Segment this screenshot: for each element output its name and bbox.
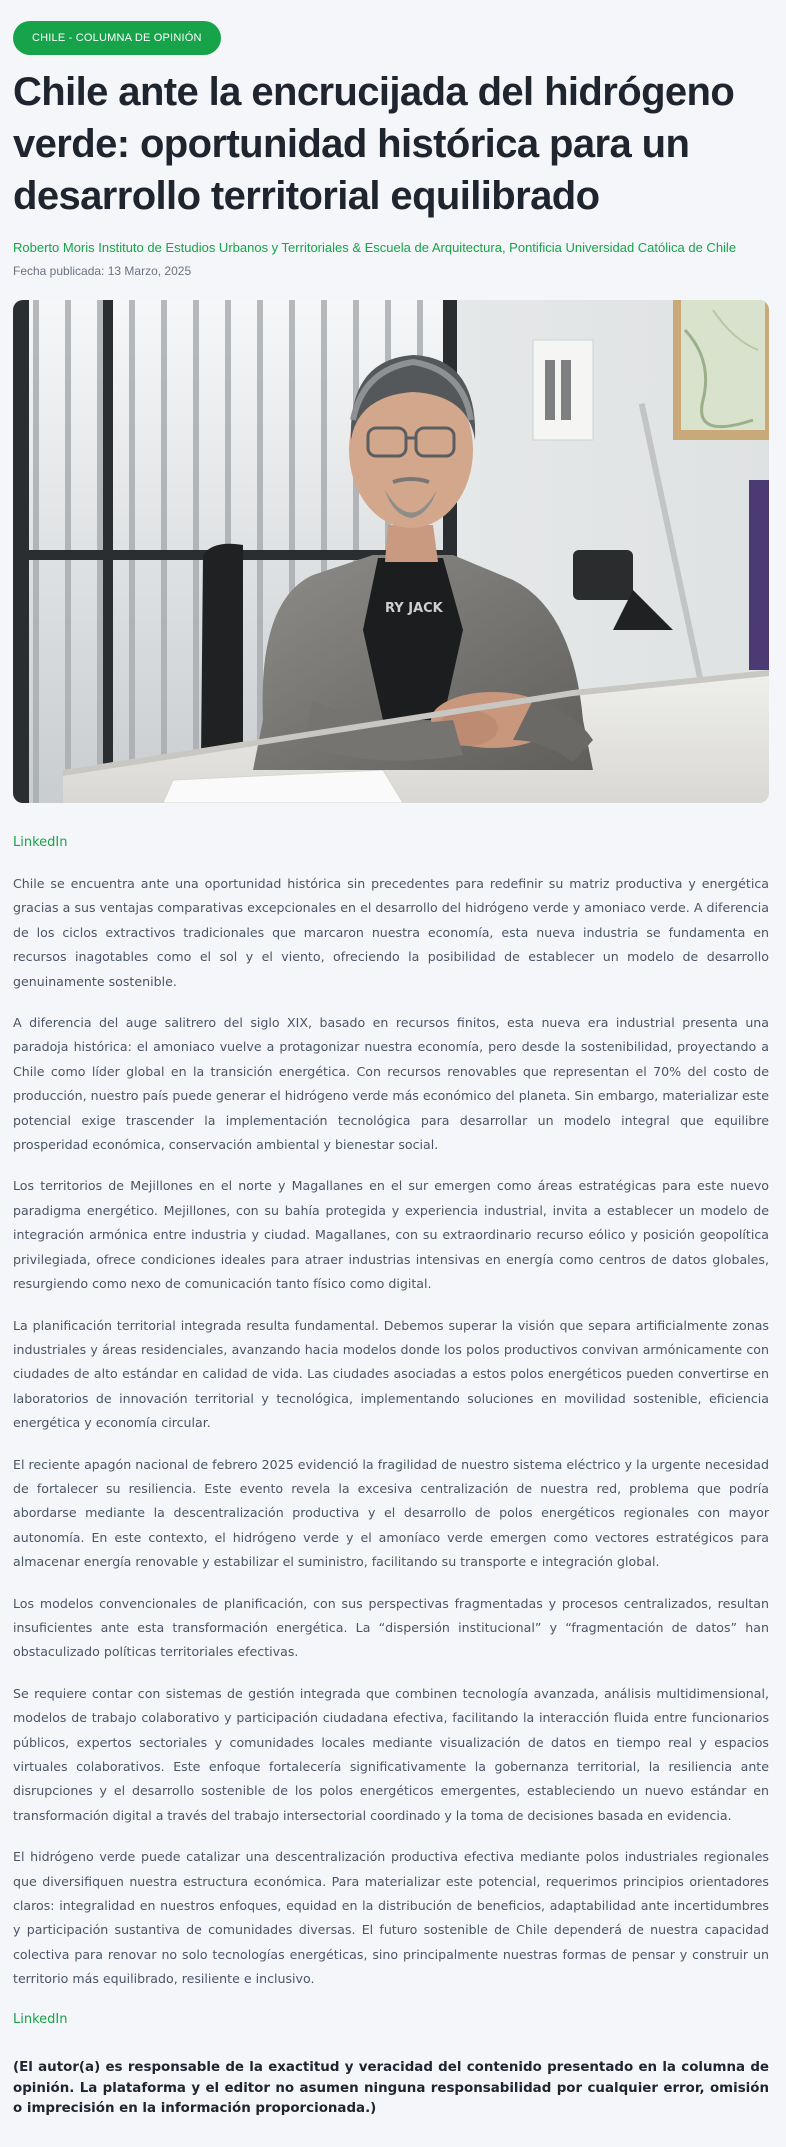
hero-image <box>13 300 769 803</box>
paragraph: El reciente apagón nacional de febrero 2025 evidenció la fragilidad de nuestro sistema eléctrico y la urgente necesidad de fortalecer su resiliencia. Este evento revela la excesiva centralización de nuestra red, problema que podría abordarse mediante la descentralización productiva y el desarrollo de polos energéticos regionales con mayor autonomía. En este contexto, el hidrógeno verde y el amoníaco verde emergen como vectores estratégicos para almacenar energía renovable y estabilizar el suministro, facilitando su transporte e integración global. <box>13 1456 769 1570</box>
author-portrait-photo <box>13 300 769 803</box>
category-badge[interactable]: CHILE - COLUMNA DE OPINIÓN <box>13 21 221 55</box>
paragraph: El hidrógeno verde puede catalizar una descentralización productiva efectiva mediante polos industriales regionales que diversifiquen nuestra estructura económica. Para materializar este potencial, requerimos principios orientadores claros: integralidad en nuestros enfoques, equidad en la distribución de beneficios, adaptabilidad ante incertidumbres y participación sustantiva de comunidades diversas. El futuro sostenible de Chile dependerá de nuestra capacidad colectiva para renovar no solo tecnologías energéticas, sino principalmente nuestras formas de pensar y construir un territorio más equilibrado, resiliente e inclusivo. <box>13 1849 769 1987</box>
article-title: Chile ante la encrucijada del hidrógeno verde: oportunidad histórica para un desarrollo territorial equilibrado <box>13 70 735 218</box>
paragraph: A diferencia del auge salitrero del siglo XIX, basado en recursos finitos, esta nueva era industrial presenta una paradoja histórica: el amoniaco vuelve a protagonizar nuestra economía, pero desde la sostenibilidad, proyectando a Chile como líder global en la transición energética. Con recursos renovables que representan el 70% del costo de producción, nuestro país puede generar el hidrógeno verde más económico del planeta. Sin embargo, materializar este potencial exige trascender la implementación tecnológica para desarrollar un modelo integral que equilibre prosperidad económica, conservación ambiental y bienestar social. <box>13 1015 769 1153</box>
linkedin-link[interactable]: LinkedIn <box>13 835 68 850</box>
author-line: Roberto Moris Instituto de Estudios Urbanos y Territoriales & Escuela de Arquitectura, Pontificia Universidad Católica de Chile <box>13 240 737 255</box>
paragraph: Los territorios de Mejillones en el norte y Magallanes en el sur emergen como áreas estratégicas para este nuevo paradigma energético. Mejillones, con su bahía protegida y experiencia industrial, invita a establecer un modelo de integración armónica entre industria y ciudad. Magallanes, con su extraordinario recurso eólico y posición geopolítica privilegiada, ofrece condiciones ideales para atraer industrias intensivas en energía como centros de datos globales, resurgiendo como nexo de comunicación tanto físico como digital. <box>13 1178 769 1292</box>
article-body <box>13 872 769 2009</box>
linkedin-link-bottom[interactable]: LinkedIn <box>13 2012 68 2027</box>
paragraph: Chile se encuentra ante una oportunidad histórica sin precedentes para redefinir su matriz productiva y energética gracias a sus ventajas comparativas excepcionales en el desarrollo del hidrógeno verde y amoniaco verde. A diferencia de los ciclos extractivos tradicionales que marcaron nuestra economía, esta nueva industria se fundamenta en recursos inagotables como el sol y el viento, ofreciendo la posibilidad de establecer un modelo de desarrollo genuinamente sostenible. <box>13 876 769 989</box>
paragraph: Se requiere contar con sistemas de gestión integrada que combinen tecnología avanzada, análisis multidimensional, modelos de trabajo colaborativo y participación ciudadana efectiva, facilitando la interacción fluida entre funcionarios públicos, expertos sectoriales y comunidades locales mediante visualización de datos en tiempo real y espacios virtuales colaborativos. Este enfoque fortalecería significativamente la gobernanza territorial, la resiliencia ante disrupciones y el desarrollo sostenible de los polos energéticos emergentes, estableciendo un nuevo estándar en transformación digital a través del trabajo intersectorial coordinado y la toma de decisiones basada en evidencia. <box>13 1685 769 1823</box>
disclaimer: (El autor(a) es responsable de la exactitud y veracidad del contenido presentado en la columna de opinión. La plataforma y el editor no asumen ninguna responsabilidad por cualquier error, omisión o imprecisión en la información proporcionada.) <box>13 2060 769 2116</box>
svg-text:RY JACK: RY JACK <box>385 601 443 616</box>
publish-date: Fecha publicada: 13 Marzo, 2025 <box>13 264 192 278</box>
paragraph: La planificación territorial integrada resulta fundamental. Debemos superar la visión que separa artificialmente zonas industriales y áreas residenciales, avanzando hacia modelos donde los polos productivos convivan armónicamente con ciudades de alto estándar en calidad de vida. Las ciudades asociadas a estos polos energéticos pueden convertirse en laboratorios de innovación territorial y tecnológica, implementando soluciones en movilidad sostenible, eficiencia energética y economía circular. <box>13 1317 769 1431</box>
paragraph: Los modelos convencionales de planificación, con sus perspectivas fragmentadas y procesos centralizados, resultan insuficientes ante esta transformación energética. La “dispersión institucional” y “fragmentación de datos” han obstaculizado políticas territoriales efectivas. <box>13 1595 769 1660</box>
